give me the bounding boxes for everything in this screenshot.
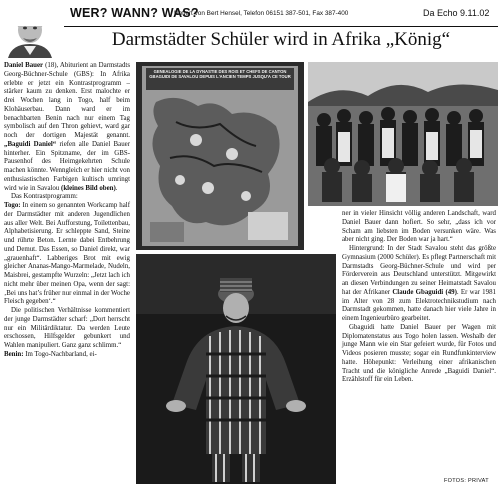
paragraph-text: riefen alle Daniel Bauer hinterher. Ein Spitzname, der im GBS-Pausenhof des Heimgekehrten Schule machen könnte. Wenngleich er hier nicht von enthusiastischen Farbigen kultisch umringt wird wie in Savalou [4, 140, 130, 192]
person-name: Claude Gbaguidi (49) [390, 288, 457, 296]
masthead-rule [64, 26, 498, 27]
paragraph-text: Die politischen Verhältnisse kommentiert der junge Darmstädter scharf: „Dort herrscht nur ein Militärdiktatur. Da werden Leute erschossen, Hilfsgelder gebunkert und Wahlen manipuliert. Ganz ganz schlimm.“ [4, 307, 130, 349]
article-column-left: Daniel Bauer (18), Abiturient an Darmstadts Georg-Büchner-Schule (GBS): In Afrika erlebte er jetzt ein Kontrastprogramm – stärker kaum zu denken. Erst malochte er drei Wochen lang in Togo, half beim Klohäuserbau. Dann ward er im benachbarten Benin nach nur einem Tag symbolisch auf den Thron gehievt, ward gar noch der dortigen Majestät genannt. „Baguidi Daniel“ riefen alle Daniel Bauer hinterher. Ein Spitzname, der im GBS-Pausenhof des Heimgekehrten Schule machen könnte. Wenngleich er hier nicht von enthusiastischen Farbigen kultisch umringt wird wie in Savalou (kleines Bild oben). Das Kontrastprogramm: Togo: In einem so genannten Workcamp half der Darmstädter mit anderen Jugendlichen aus aller Welt. Bei Aufforstung, Toilettenbau, Alphabetisierung. Er schleppte Sand, Steine und rührte Beton. Lernte dabei Entbehrung und Demut. Das Essen, so Daniel direkt, war „grauenhaft“. Labberiges Brot mit ewig gleicher Ananas-Mango-Marmelade, Nudeln, Maisbrei, gestampfte Wurzeln: „Jetzt lach ich nicht mehr über meinen Opa, wenn der sagt: ‚Bei uns hat’s früher nur einmal in der Woche Fleisch gegeben‘.“ Die politischen Verhältnisse kommentiert der junge Darmstädter scharf: „Dort herrscht nur ein Militärdiktatur. Da werden Leute erschossen, Hilfsgelder gebunkert und Wahlen manipuliert. Ganz ganz schlimm.“ Benin: Im Togo-Nachbarland, ei- [4, 62, 130, 358]
article-headline: Darmstädter Schüler wird in Afrika „König“ [111, 29, 451, 50]
paragraph-text: Im Togo-Nachbarland, ei- [23, 350, 97, 358]
portrait-photo-traditional-dress [136, 254, 336, 484]
paragraph-text: ner in vieler Hinsicht völlig anderen Landschaft, ward Daniel Bauer dann hofiert. So sehr, „dass ich vor Scham am liebsten im Boden versunken wäre. Was aber nicht ging. Der Boden war ja hart.“ [342, 210, 496, 244]
nickname-quote: „Baguidi Daniel“ [4, 140, 57, 148]
photo-reference: (kleines Bild oben) [59, 184, 116, 192]
paragraph-text: (18), Abiturient an Darmstadts Georg-Büchner-Schule (GBS): In Afrika erlebte er jetzt ein Kontrastprogramm – stärker kaum zu denken. Erst malochte er drei Wochen lang in Togo, half beim Klohäuserbau. Dann ward er im benachbarten Benin nach nur einem Tag symbolisch auf den Thron gehievt, ward gar noch der dortigen Majestät genannt. [4, 62, 130, 139]
source-note: Da Echo 9.11.02 [423, 8, 490, 18]
column-byline: Notiert von Bert Hensel, Telefon 06151 387-501, Fax 387-400 [174, 10, 349, 17]
column-kicker: WER? WANN? WAS? [70, 6, 199, 20]
section-label: Benin: [4, 350, 24, 358]
section-label: Togo: [4, 202, 21, 209]
paragraph-text: Gbaguidi hatte Daniel Bauer per Wagen mit Diplomatenstatus aus Togo holen lassen. Weshalb der junge Mann wie ein Star gefeiert wurde, für Fotos und Videos posieren musste; sogar ein Rundfunkinterview hatte. Höhepunkt: Verleihung einer afrikanischen Tracht und die königliche Anrede „Baguidi Daniel“. Erzählstoff für ein Leben. [342, 323, 496, 384]
photo-credit: FOTOS: PRIVAT [444, 478, 489, 484]
genealogy-map-photo [136, 62, 304, 250]
paragraph-text: Das Kontrastprogramm: [11, 193, 78, 201]
person-name: Daniel Bauer [4, 62, 44, 69]
paragraph-text: Hintergrund: In der Stadt Savalou steht das größte Gymnasium (2000 Schüler). Es pflegt Partnerschaft mit Darmstadts Georg-Büchner-Schule und wird per Förderverein aus Deutschland unterstützt. Mitgewirkt an diesen Verbindungen zu seiner Heimatstadt Savalou hat der Afrikaner [342, 245, 496, 296]
paragraph-text: . Er war 1981 im Alter von 28 zum Elektrotechnikstudium nach Darmstadt gekommen, hatte danach hier viele Jahre in einem Ingenieurbüro gearbeitet. [342, 288, 496, 322]
article-column-right [342, 210, 496, 385]
map-poster-title: GENEALOGIE DE LA DYNASTIE DES ROIS ET CHEFS DE CANTON GBAGUIDI DE SAVALOU DEPUIS L'ANCIEN TEMPS JUSQU'A CE TOUR [149, 69, 291, 80]
group-photo [308, 62, 498, 206]
paragraph-text: In einem so genannten Workcamp half der Darmstädter mit anderen Jugendlichen aus aller Welt. Bei Aufforstung, Toilettenbau, Alphabetisierung. Er schleppte Sand, Steine und rührte Beton. Lernte dabei Entbehrung und Demut. Das Essen, so Daniel direkt, war „grauenhaft“. Labberiges Brot mit ewig gleicher Ananas-Mango-Marmelade, Nudeln, Maisbrei, gestampfte Wurzeln: „Jetzt lach ich nicht mehr über meinen Opa, wenn der sagt: ‚Bei uns hat’s früher nur einmal in der Woche Fleisch gegeben‘.“ [4, 202, 130, 306]
